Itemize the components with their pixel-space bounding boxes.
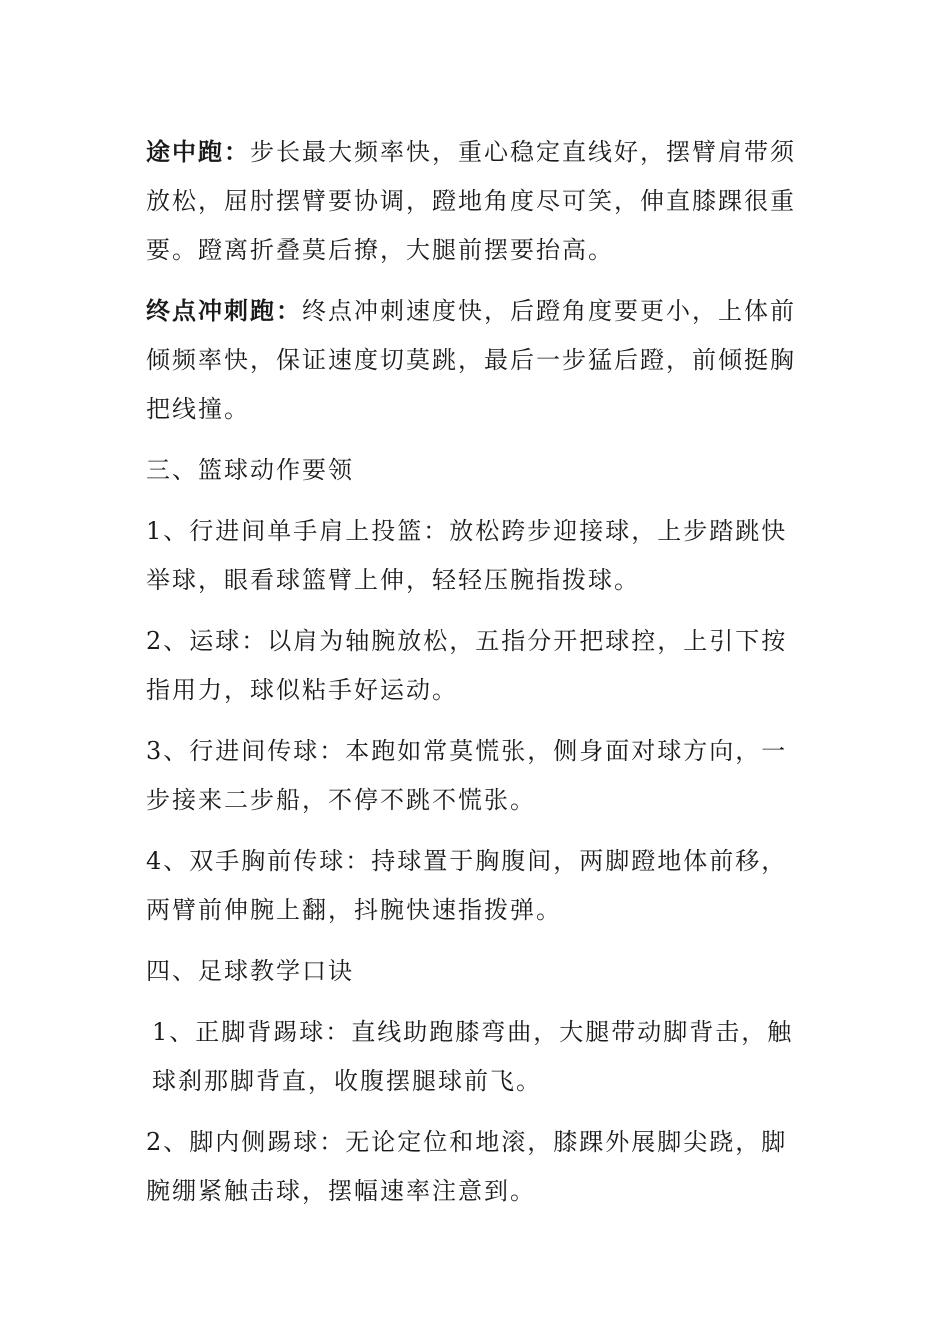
paragraph-label: 终点冲刺跑： <box>146 297 302 325</box>
paragraph-chest-pass: 4、双手胸前传球：持球置于胸腹间，两脚蹬地体前移，两臂前伸腕上翻，抖腕快速指拨弹。 <box>146 847 788 924</box>
paragraph-inside-foot-kick: 2、脚内侧踢球：无论定位和地滚，膝踝外展脚尖跷，脚腕绷紧触击球，摆幅速率注意到。 <box>146 1128 788 1205</box>
paragraph-text: 步长最大频率快，重心稳定直线好，摆臂肩带须放松，屈肘摆臂要协调，蹬地角度尽可笑，伸直膝踝很重要。蹬离折叠莫后撩，大腿前摆要抬高。 <box>146 138 796 264</box>
paragraph-finish-sprint <box>146 287 806 434</box>
paragraph-label: 途中跑： <box>146 138 250 166</box>
paragraph-dribbling: 2、运球：以肩为轴腕放松，五指分开把球控，上引下按指用力，球似粘手好运动。 <box>146 627 788 704</box>
paragraph-text: 终点冲刺速度快，后蹬角度要更小，上体前倾频率快，保证速度切莫跳，最后一步猛后蹬，前倾挺胸把线撞。 <box>146 297 796 423</box>
document-body <box>146 128 806 1228</box>
paragraph-layup: 1、行进间单手肩上投篮：放松跨步迎接球，上步踏跳快举球，眼看球篮臂上伸，轻轻压腕指拨球。 <box>146 517 788 594</box>
paragraph-mid-race-running <box>146 128 806 275</box>
paragraph-moving-pass: 3、行进间传球：本跑如常莫慌张，侧身面对球方向，一步接来二步船，不停不跳不慌张。 <box>146 737 788 814</box>
section-heading-football: 四、足球教学口诀 <box>146 957 354 985</box>
paragraph-instep-kick: 1、正脚背踢球：直线助跑膝弯曲，大腿带动脚背击，触球刹那脚背直，收腹摆腿球前飞。 <box>152 1018 794 1095</box>
section-heading-basketball: 三、篮球动作要领 <box>146 456 354 484</box>
